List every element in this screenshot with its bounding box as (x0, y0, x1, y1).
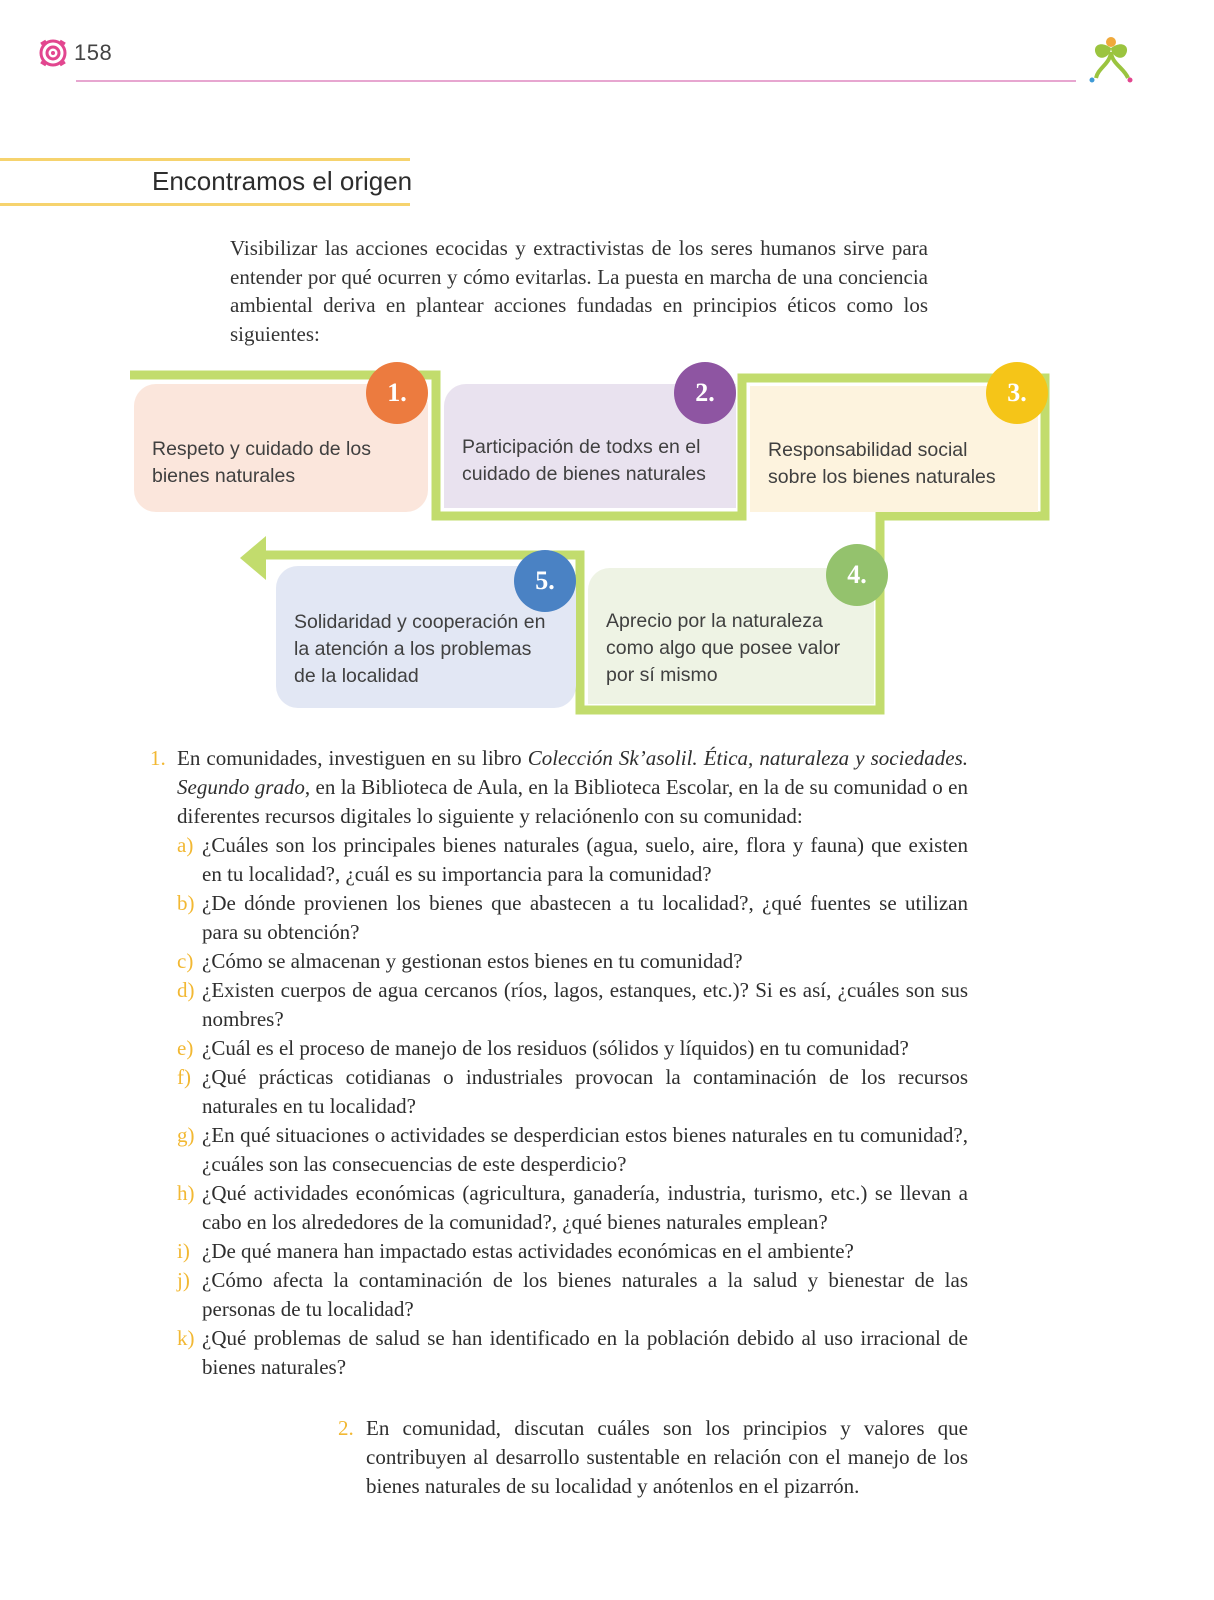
question-item (177, 1063, 968, 1121)
activity-2-text: En comunidad, discutan cuáles son los principios y valores que contribuyen al desarrollo sustentable en relación con el manejo de los bienes naturales de su localidad y anótenlos en el pizarrón. (366, 1416, 968, 1498)
principle-text-2: Participación de todxs en el cuidado de bienes naturales (462, 436, 706, 485)
question-letter: k) (177, 1326, 195, 1350)
pink-flower-icon (38, 38, 68, 68)
principle-text-3: Responsabilidad social sobre los bienes naturales (768, 439, 996, 488)
question-item (177, 947, 968, 976)
question-text: ¿Cómo afecta la contaminación de los bienes naturales a la salud y bienestar de las personas de tu localidad? (202, 1268, 968, 1321)
book-title: Colección Sk’asolil. Ética, naturaleza y sociedades. Segundo grado (177, 746, 969, 799)
activity-1-intro-end: , en la Biblioteca de Aula, en la Biblioteca Escolar, en la de su comunidad o en diferentes recursos digitales lo siguiente y relaciónenlo con su comunidad: (177, 775, 968, 828)
green-sprout-figure-icon (1084, 34, 1138, 86)
question-text: ¿Cuál es el proceso de manejo de los residuos (sólidos y líquidos) en tu comunidad? (202, 1036, 909, 1060)
question-text: ¿En qué situaciones o actividades se desperdician estos bienes naturales en tu comunidad?, ¿cuáles son las consecuencias de este desperdicio? (202, 1123, 968, 1176)
principle-number-5: 5. (514, 550, 576, 612)
question-item (177, 1324, 968, 1382)
question-item (177, 1237, 968, 1266)
question-item (177, 1121, 968, 1179)
principle-number-2: 2. (674, 362, 736, 424)
header-rule (76, 80, 1076, 82)
question-text: ¿Cómo se almacenan y gestionan estos bienes en tu comunidad? (202, 949, 743, 973)
activity-1-intro (177, 744, 968, 831)
question-item (177, 1266, 968, 1324)
question-letter: f) (177, 1065, 191, 1089)
activity-1-intro-start: En comunidades, investiguen en su libro (177, 746, 528, 770)
question-text: ¿Qué actividades económicas (agricultura, ganadería, industria, turismo, etc.) se llevan a cabo en los alrededores de la comunidad?, ¿qué bienes naturales emplean? (202, 1181, 968, 1234)
principle-text-1: Respeto y cuidado de los bienes naturales (152, 438, 371, 487)
question-item (177, 889, 968, 947)
question-list (177, 831, 968, 1382)
heading-rule-top (0, 158, 410, 161)
intro-paragraph: Visibilizar las acciones ecocidas y extractivistas de los seres humanos sirve para entender por qué ocurren y cómo evitarlas. La puesta en marcha de una conciencia ambiental deriva en plantear acciones fundadas en principios éticos como los siguientes: (230, 236, 928, 346)
page-number: 158 (74, 40, 113, 65)
flow-arrowhead (240, 536, 266, 580)
question-letter: e) (177, 1036, 194, 1060)
question-text: ¿Qué problemas de salud se han identificado en la población debido al uso irracional de bienes naturales? (202, 1326, 968, 1379)
activity-1-number: 1. (150, 746, 166, 770)
activity-2-number: 2. (338, 1416, 354, 1440)
activity-1 (150, 744, 968, 1382)
principle-text-5: Solidaridad y cooperación en la atención a los problemas de la localidad (294, 610, 546, 687)
principle-number-4: 4. (826, 544, 888, 606)
question-letter: d) (177, 978, 195, 1002)
question-letter: j) (177, 1268, 190, 1292)
question-letter: i) (177, 1239, 190, 1263)
question-text: ¿Cuáles son los principales bienes naturales (agua, suelo, aire, flora y fauna) que existen en tu localidad?, ¿cuál es su importancia para la comunidad? (202, 833, 968, 886)
question-text: ¿Existen cuerpos de agua cercanos (ríos, lagos, estanques, etc.)? Si es así, ¿cuáles son sus nombres? (202, 978, 968, 1031)
question-letter: g) (177, 1123, 195, 1147)
question-item (177, 976, 968, 1034)
principle-number-3: 3. (986, 362, 1048, 424)
question-text: ¿De dónde provienen los bienes que abastecen a tu localidad?, ¿qué fuentes se utilizan para su obtención? (202, 891, 968, 944)
question-letter: h) (177, 1181, 195, 1205)
heading-rule-bottom (0, 203, 410, 206)
question-text: ¿De qué manera han impactado estas actividades económicas en el ambiente? (202, 1239, 854, 1263)
question-item (177, 1034, 968, 1063)
question-item (177, 1179, 968, 1237)
question-letter: a) (177, 833, 194, 857)
question-letter: b) (177, 891, 195, 915)
activity-2 (338, 1414, 968, 1501)
principle-number-1: 1. (366, 362, 428, 424)
principle-text-4: Aprecio por la naturaleza como algo que posee valor por sí mismo (606, 609, 841, 686)
question-text: ¿Qué prácticas cotidianas o industriales provocan la contaminación de los recursos naturales en tu localidad? (202, 1065, 968, 1118)
question-item (177, 831, 968, 889)
question-letter: c) (177, 949, 194, 973)
section-title: Encontramos el origen (152, 166, 413, 196)
